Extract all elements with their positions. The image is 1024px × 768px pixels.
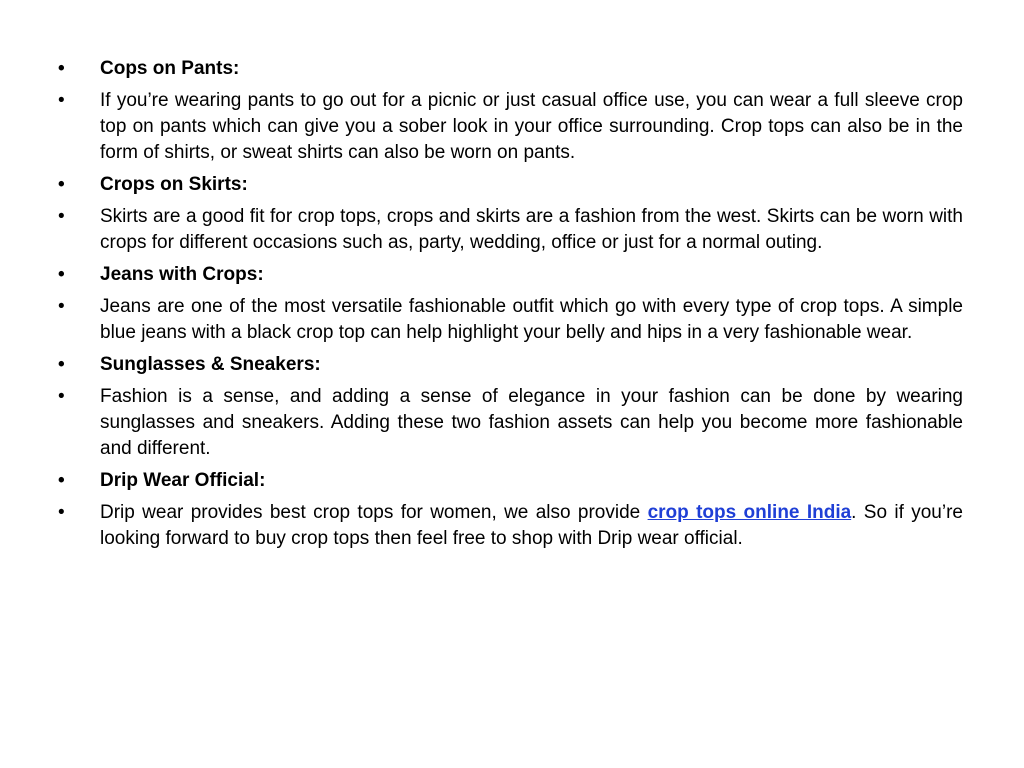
paragraph-text: Fashion is a sense, and adding a sense of elegance in your fashion can be done by wearing sunglasses and sneakers. Adding these two fashion assets can help you become more fashionable and different. — [100, 386, 963, 459]
bullet-icon: • — [58, 58, 65, 79]
paragraph-text: Skirts are a good fit for crop tops, crops and skirts are a fashion from the west. Skirts can be worn with crops for different occasions such as, party, wedding, office or just for a normal outing. — [100, 206, 963, 253]
paragraph-drip-wear-official — [58, 500, 963, 552]
bullet-icon: • — [58, 354, 65, 375]
paragraph-text: Jeans are one of the most versatile fashionable outfit which go with every type of crop tops. A simple blue jeans with a black crop top can help highlight your belly and hips in a very fashionable wear. — [100, 296, 963, 343]
bullet-icon: • — [58, 174, 65, 195]
paragraph-jeans-with-crops — [58, 294, 963, 346]
heading-text: Sunglasses & Sneakers: — [100, 354, 321, 375]
bullet-icon: • — [58, 90, 65, 111]
paragraph-text: If you’re wearing pants to go out for a picnic or just casual office use, you can wear a full sleeve crop top on pants which can give you a sober look in your office surrounding. Crop tops can also be in the form of shirts, or sweat shirts can also be worn on pants. — [100, 90, 963, 163]
bullet-icon: • — [58, 206, 65, 227]
heading-crops-on-skirts — [58, 172, 963, 198]
heading-jeans-with-crops — [58, 262, 963, 288]
bullet-icon: • — [58, 386, 65, 407]
bullet-icon: • — [58, 296, 65, 317]
heading-sunglasses-sneakers — [58, 352, 963, 378]
heading-cops-on-pants — [58, 56, 963, 82]
paragraph-text-after-link: . So if you’re looking forward to buy crop tops then feel free to shop with Drip wear official. — [100, 502, 963, 549]
heading-text: Jeans with Crops: — [100, 264, 264, 285]
heading-text: Cops on Pants: — [100, 58, 240, 79]
heading-drip-wear-official — [58, 468, 963, 494]
heading-text: Drip Wear Official: — [100, 470, 266, 491]
paragraph-sunglasses-sneakers — [58, 384, 963, 462]
paragraph-crops-on-skirts — [58, 204, 963, 256]
heading-text: Crops on Skirts: — [100, 174, 248, 195]
paragraph-cops-on-pants — [58, 88, 963, 166]
paragraph-text-before-link: Drip wear provides best crop tops for women, we also provide — [100, 502, 648, 523]
bullet-icon: • — [58, 470, 65, 491]
bullet-icon: • — [58, 502, 65, 523]
bullet-list — [58, 56, 963, 558]
crop-tops-online-india-link[interactable]: crop tops online India — [647, 502, 852, 523]
bullet-icon: • — [58, 264, 65, 285]
